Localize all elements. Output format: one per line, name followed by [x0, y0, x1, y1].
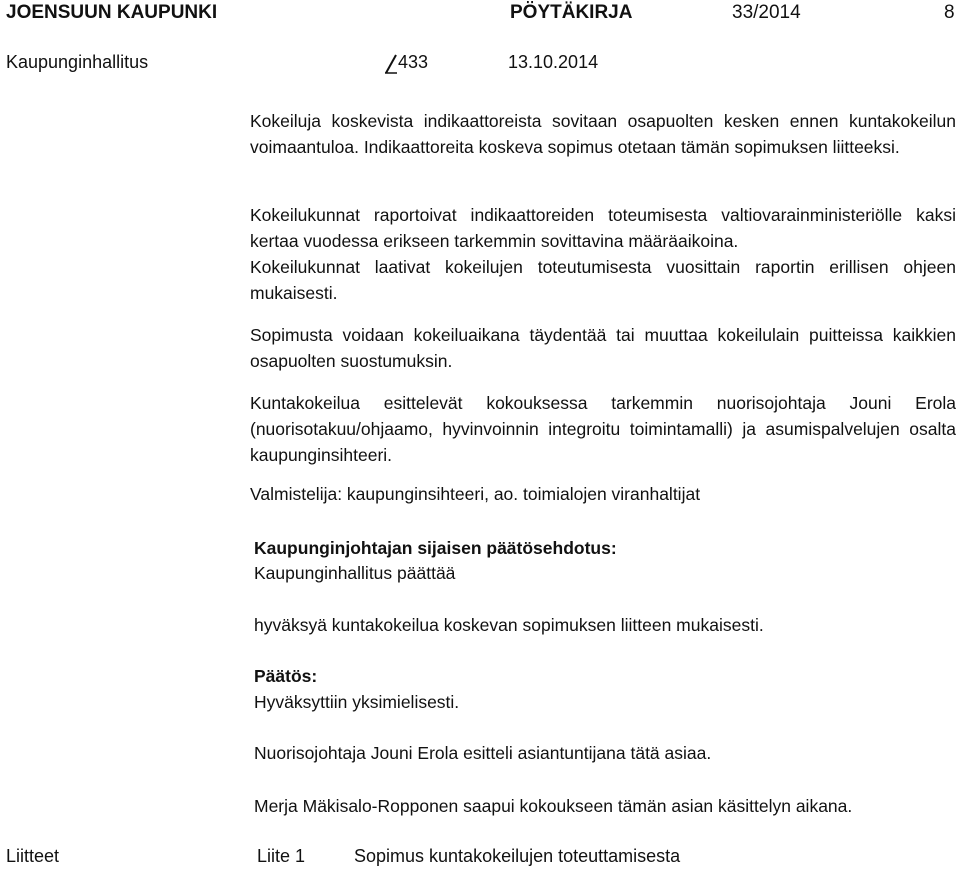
- document-type: PÖYTÄKIRJA: [510, 2, 633, 23]
- attachments-label: Liitteet: [6, 846, 60, 866]
- section-number: 433: [398, 52, 429, 72]
- paragraph-indicators: [250, 108, 956, 160]
- meeting-date: 13.10.2014: [508, 52, 599, 72]
- proposal-line: Kaupunginhallitus päättää: [254, 563, 456, 583]
- organization-name: JOENSUUN KAUPUNKI: [6, 2, 218, 23]
- proposal-resolution: hyväksyä kuntakokeilua koskevan sopimuksen liitteen mukaisesti.: [254, 615, 764, 635]
- note-presenter: Nuorisojohtaja Jouni Erola esitteli asiantuntijana tätä asiaa.: [254, 743, 712, 763]
- paragraph-reporting: [250, 202, 956, 306]
- paragraph-text: Kuntakokeilua esittelevät kokouksessa tarkemmin nuorisojohtaja Jouni Erola (nuorisotakuu/ohjaamo, hyvinvoinnin integroitu toimintamalli) ja asumispalvelujen osalta kaupunginsihteeri.: [250, 393, 956, 465]
- decision-text: Hyväksyttiin yksimielisesti.: [254, 692, 460, 712]
- section-sign-icon: [383, 54, 399, 74]
- paragraph-text: Kokeiluja koskevista indikaattoreista sovitaan osapuolten kesken ennen kuntakokeilun voimaantuloa. Indikaattoreita koskeva sopimus otetaan tämän sopimuksen liitteeksi.: [250, 111, 956, 157]
- attachment-number: Liite 1: [257, 846, 306, 866]
- paragraph-text: Kokeilukunnat raportoivat indikaattoreiden toteumisesta valtiovarainministeriölle kaksi kertaa vuodessa erikseen tarkemmin sovittavina määräaikoina.: [250, 205, 956, 251]
- paragraph-text: Sopimusta voidaan kokeiluaikana täydentää tai muuttaa kokeilulain puitteissa kaikkien osapuolten suostumuksin.: [250, 325, 956, 371]
- attachment-link[interactable]: Sopimus kuntakokeilujen toteuttamisesta: [354, 846, 681, 866]
- decision-heading: Päätös:: [254, 666, 318, 686]
- page-number: 8: [944, 2, 955, 23]
- paragraph-text: Kokeilukunnat laativat kokeilujen toteutumisesta vuosittain raportin erillisen ohjeen mukaisesti.: [250, 257, 956, 303]
- minutes-number: 33/2014: [732, 2, 801, 23]
- note-arrival: Merja Mäkisalo-Ropponen saapui kokoukseen tämän asian käsittelyn aikana.: [254, 796, 853, 816]
- proposal-heading: Kaupunginjohtajan sijaisen päätösehdotus:: [254, 538, 617, 558]
- body-name: Kaupunginhallitus: [6, 52, 149, 72]
- prepared-by: Valmistelija: kaupunginsihteeri, ao. toimialojen viranhaltijat: [250, 484, 701, 504]
- paragraph-presentation: [250, 390, 956, 468]
- paragraph-amendment: [250, 322, 956, 374]
